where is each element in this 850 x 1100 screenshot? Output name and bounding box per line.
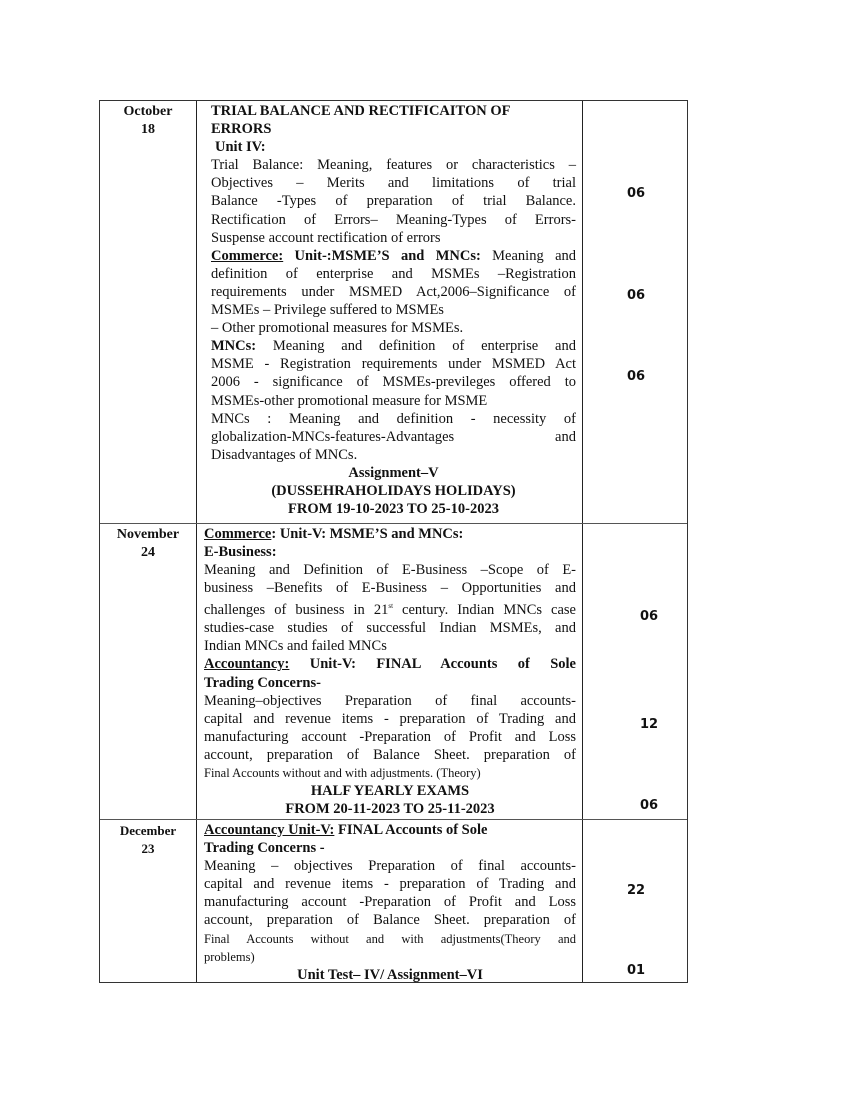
superscript: st xyxy=(388,602,394,611)
mncs-label: MNCs: xyxy=(211,338,257,355)
text-line: business –Benefits of E-Business – Opportunities and xyxy=(204,580,576,597)
commerce-heading-line xyxy=(211,247,576,265)
content-cell xyxy=(197,820,583,982)
assignment-label: Assignment–V xyxy=(348,464,439,481)
period-count: 06 xyxy=(640,609,659,624)
month-name: December xyxy=(119,823,177,838)
commerce-unit: Unit-:MSME’S and MNCs: xyxy=(283,247,481,264)
commerce-label: Commerce: xyxy=(211,247,284,264)
table-row-october xyxy=(100,101,687,524)
text-line: Objectives – Merits and limitations of trial xyxy=(211,175,576,192)
month-cell xyxy=(100,524,197,819)
accountancy-unit: FINAL Accounts of Sole xyxy=(334,822,488,838)
text-line: 2006 - significance of MSMEs-previleges offered to xyxy=(211,374,576,391)
text-line: – Other promotional measures for MSMEs. xyxy=(211,320,464,337)
mncs-heading-line xyxy=(211,337,576,355)
unit-label: Unit IV: xyxy=(215,139,266,156)
text-line: Meaning – objectives Preparation of final accounts- xyxy=(204,858,576,875)
commerce-heading-line xyxy=(204,525,576,543)
period-count: 22 xyxy=(627,883,646,898)
topic-title: TRIAL BALANCE AND RECTIFICAITON OF xyxy=(211,103,511,119)
text-line: capital and revenue items - preparation of Trading and xyxy=(204,710,576,727)
text-line: capital and revenue items - preparation of Trading and xyxy=(204,876,576,893)
accountancy-unit: Unit-V: FINAL Accounts of Sole xyxy=(289,656,576,673)
table-row-december xyxy=(100,820,687,982)
text-line: MSME - Registration requirements under MSMED Act xyxy=(211,356,576,373)
holiday-label: (DUSSEHRAHOLIDAYS HOLIDAYS) xyxy=(271,482,516,499)
period-count: 06 xyxy=(640,798,659,813)
period-count: 12 xyxy=(640,717,659,732)
periods-cell xyxy=(583,820,687,982)
text-line: globalization-MNCs-features-Advantages and xyxy=(211,428,576,445)
text-line: manufacturing account -Preparation of Profit and Loss xyxy=(204,728,576,745)
text-line: definition of enterprise and MSMEs –Registration xyxy=(211,265,576,282)
commerce-text: Meaning and xyxy=(480,247,577,264)
text-line: Rectification of Errors– Meaning-Types of Errors- xyxy=(211,211,576,228)
text-line: Meaning and Definition of E-Business –Scope of E- xyxy=(204,562,576,579)
syllabus-table xyxy=(99,100,688,983)
exam-label: HALF YEARLY EXAMS xyxy=(310,783,470,800)
accountancy-label: Accountancy Unit-V: xyxy=(204,822,335,838)
working-days: 24 xyxy=(141,545,155,560)
text-line: problems) xyxy=(204,949,255,964)
table-row-november xyxy=(100,524,687,820)
text-line: account, preparation of Balance Sheet. preparation of xyxy=(204,746,576,763)
mncs-text: Meaning and definition of enterprise and xyxy=(256,338,576,355)
text-line: Disadvantages of MNCs. xyxy=(211,446,358,463)
period-count: 01 xyxy=(627,963,646,978)
periods-cell xyxy=(583,524,687,819)
text-line: Suspense account rectification of errors xyxy=(211,229,441,246)
month-cell xyxy=(100,101,197,523)
month-name: October xyxy=(123,104,173,119)
accountancy-label: Accountancy: xyxy=(204,656,290,673)
text-line: requirements under MSMED Act,2006–Significance of xyxy=(211,283,576,300)
text-line: Balance -Types of preparation of trial Balance. xyxy=(211,193,576,210)
text-fragment: challenges of business in 21 xyxy=(204,602,389,619)
text-line xyxy=(204,597,576,619)
working-days: 18 xyxy=(141,122,155,137)
text-line: MNCs : Meaning and definition - necessity of xyxy=(211,410,576,427)
text-fragment: century. Indian MNCs case xyxy=(393,602,576,619)
text-line: manufacturing account -Preparation of Profit and Loss xyxy=(204,894,576,911)
text-line: account, preparation of Balance Sheet. preparation of xyxy=(204,912,576,929)
text-line: Final Accounts without and with adjustments. (Theory) xyxy=(204,766,481,781)
text-line: Indian MNCs and failed MNCs xyxy=(204,638,387,655)
working-days: 23 xyxy=(141,841,155,856)
content-cell xyxy=(197,524,583,819)
text-line: Trial Balance: Meaning, features or characteristics – xyxy=(211,157,576,174)
text-line: Meaning–objectives Preparation of final accounts- xyxy=(204,692,576,709)
text-line: MSMEs – Privilege suffered to MSMEs xyxy=(211,302,444,319)
text-line: Final Accounts without and with adjustments(Theory and xyxy=(204,931,576,946)
accountancy-unit-cont: Trading Concerns - xyxy=(204,840,325,857)
accountancy-unit-cont: Trading Concerns- xyxy=(204,674,321,691)
accountancy-heading-line xyxy=(204,821,576,839)
period-count: 06 xyxy=(627,288,646,303)
text-line: studies-case studies of successful Indian MSMEs, and xyxy=(204,620,576,637)
period-count: 06 xyxy=(627,369,646,384)
accountancy-heading-line xyxy=(204,655,576,673)
month-cell xyxy=(100,820,197,982)
month-name: November xyxy=(116,527,180,542)
content-cell xyxy=(197,101,583,523)
exam-dates: FROM 20-11-2023 TO 25-11-2023 xyxy=(285,801,495,818)
commerce-label: Commerce xyxy=(204,526,272,542)
holiday-dates: FROM 19-10-2023 TO 25-10-2023 xyxy=(288,501,499,518)
text-line: MSMEs-other promotional measure for MSME xyxy=(211,392,488,409)
topic-title-cont: ERRORS xyxy=(211,121,272,138)
commerce-unit: : Unit-V: MSME’S and MNCs: xyxy=(271,526,464,542)
unit-test-label: Unit Test– IV/ Assignment–VI xyxy=(297,966,483,983)
periods-cell xyxy=(583,101,687,523)
ebusiness-heading: E-Business: xyxy=(204,544,277,561)
period-count: 06 xyxy=(627,186,646,201)
